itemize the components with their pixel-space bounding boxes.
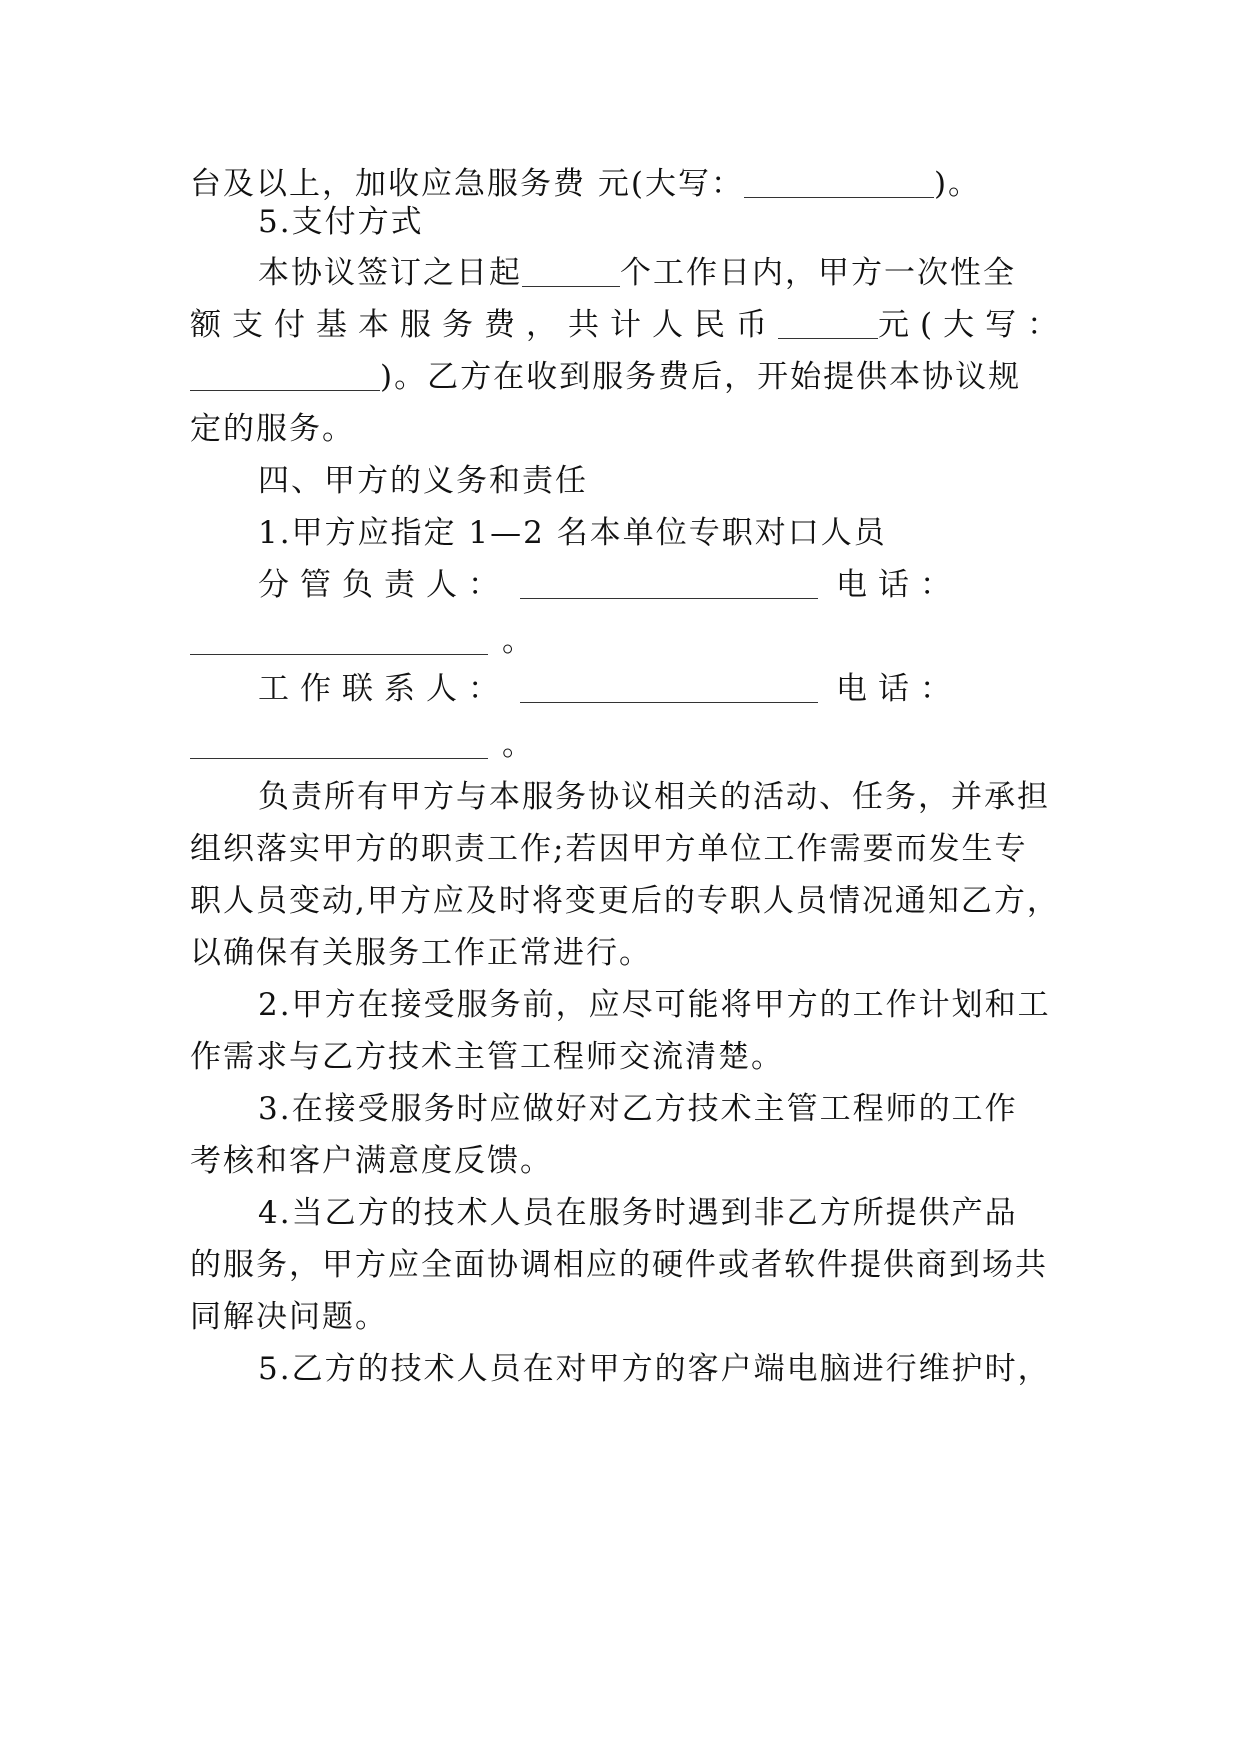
payment-line-4: 定的服务。 bbox=[190, 411, 355, 447]
payment-line-2: 额支付基本服务费，共计人民币 元(大写： bbox=[190, 307, 1070, 343]
resp-line-3: 职人员变动,甲方应及时将变更后的专职人员情况通知乙方， bbox=[190, 883, 1060, 919]
item-1: 1.甲方应指定 1—2 名本单位专职对口人员 bbox=[258, 515, 887, 551]
item-4-line-2: 的服务，甲方应全面协调相应的硬件或者软件提供商到场共 bbox=[190, 1247, 1048, 1283]
item-2-line-2: 作需求与乙方技术主管工程师交流清楚。 bbox=[190, 1039, 784, 1075]
contact-phone-blank[interactable] bbox=[190, 728, 488, 759]
manager-phone-line: 。 bbox=[190, 612, 1050, 670]
item-4-line-3: 同解决问题。 bbox=[190, 1299, 388, 1335]
resp-line-4: 以确保有关服务工作正常进行。 bbox=[190, 935, 652, 971]
contact-line: 工作联系人： 电话： bbox=[258, 671, 962, 707]
manager-phone-blank[interactable] bbox=[190, 624, 488, 655]
item-2-line-1: 2.甲方在接受服务前，应尽可能将甲方的工作计划和工 bbox=[258, 987, 1051, 1023]
item-3-line-1: 3.在接受服务时应做好对乙方技术主管工程师的工作 bbox=[258, 1091, 1018, 1127]
contact-name-blank[interactable] bbox=[520, 672, 818, 703]
resp-line-2: 组织落实甲方的职责工作;若因甲方单位工作需要而发生专 bbox=[190, 831, 1028, 867]
days-blank[interactable] bbox=[522, 256, 620, 287]
payment-line-3: )。乙方在收到服务费后，开始提供本协议规 bbox=[190, 348, 1050, 406]
item-3-line-2: 考核和客户满意度反馈。 bbox=[190, 1143, 553, 1179]
item-4-line-1: 4.当乙方的技术人员在服务时遇到非乙方所提供产品 bbox=[258, 1195, 1018, 1231]
section-4-title: 四、甲方的义务和责任 bbox=[258, 463, 588, 499]
fee-line: 台及以上，加收应急服务费 元(大写： )。 bbox=[190, 166, 982, 202]
resp-line-1: 负责所有甲方与本服务协议相关的活动、任务，并承担 bbox=[258, 779, 1050, 815]
rmb-capital-blank[interactable] bbox=[190, 360, 380, 391]
payment-line-1: 本协议签订之日起 个工作日内，甲方一次性全 bbox=[258, 255, 1016, 291]
item-5-line-1: 5.乙方的技术人员在对甲方的客户端电脑进行维护时， bbox=[258, 1351, 1051, 1387]
section-5-title: 5.支付方式 bbox=[258, 204, 424, 240]
contact-phone-line: 。 bbox=[190, 716, 1050, 774]
manager-line: 分管负责人： 电话： bbox=[258, 567, 962, 603]
rmb-blank[interactable] bbox=[778, 308, 878, 339]
manager-name-blank[interactable] bbox=[520, 568, 818, 599]
